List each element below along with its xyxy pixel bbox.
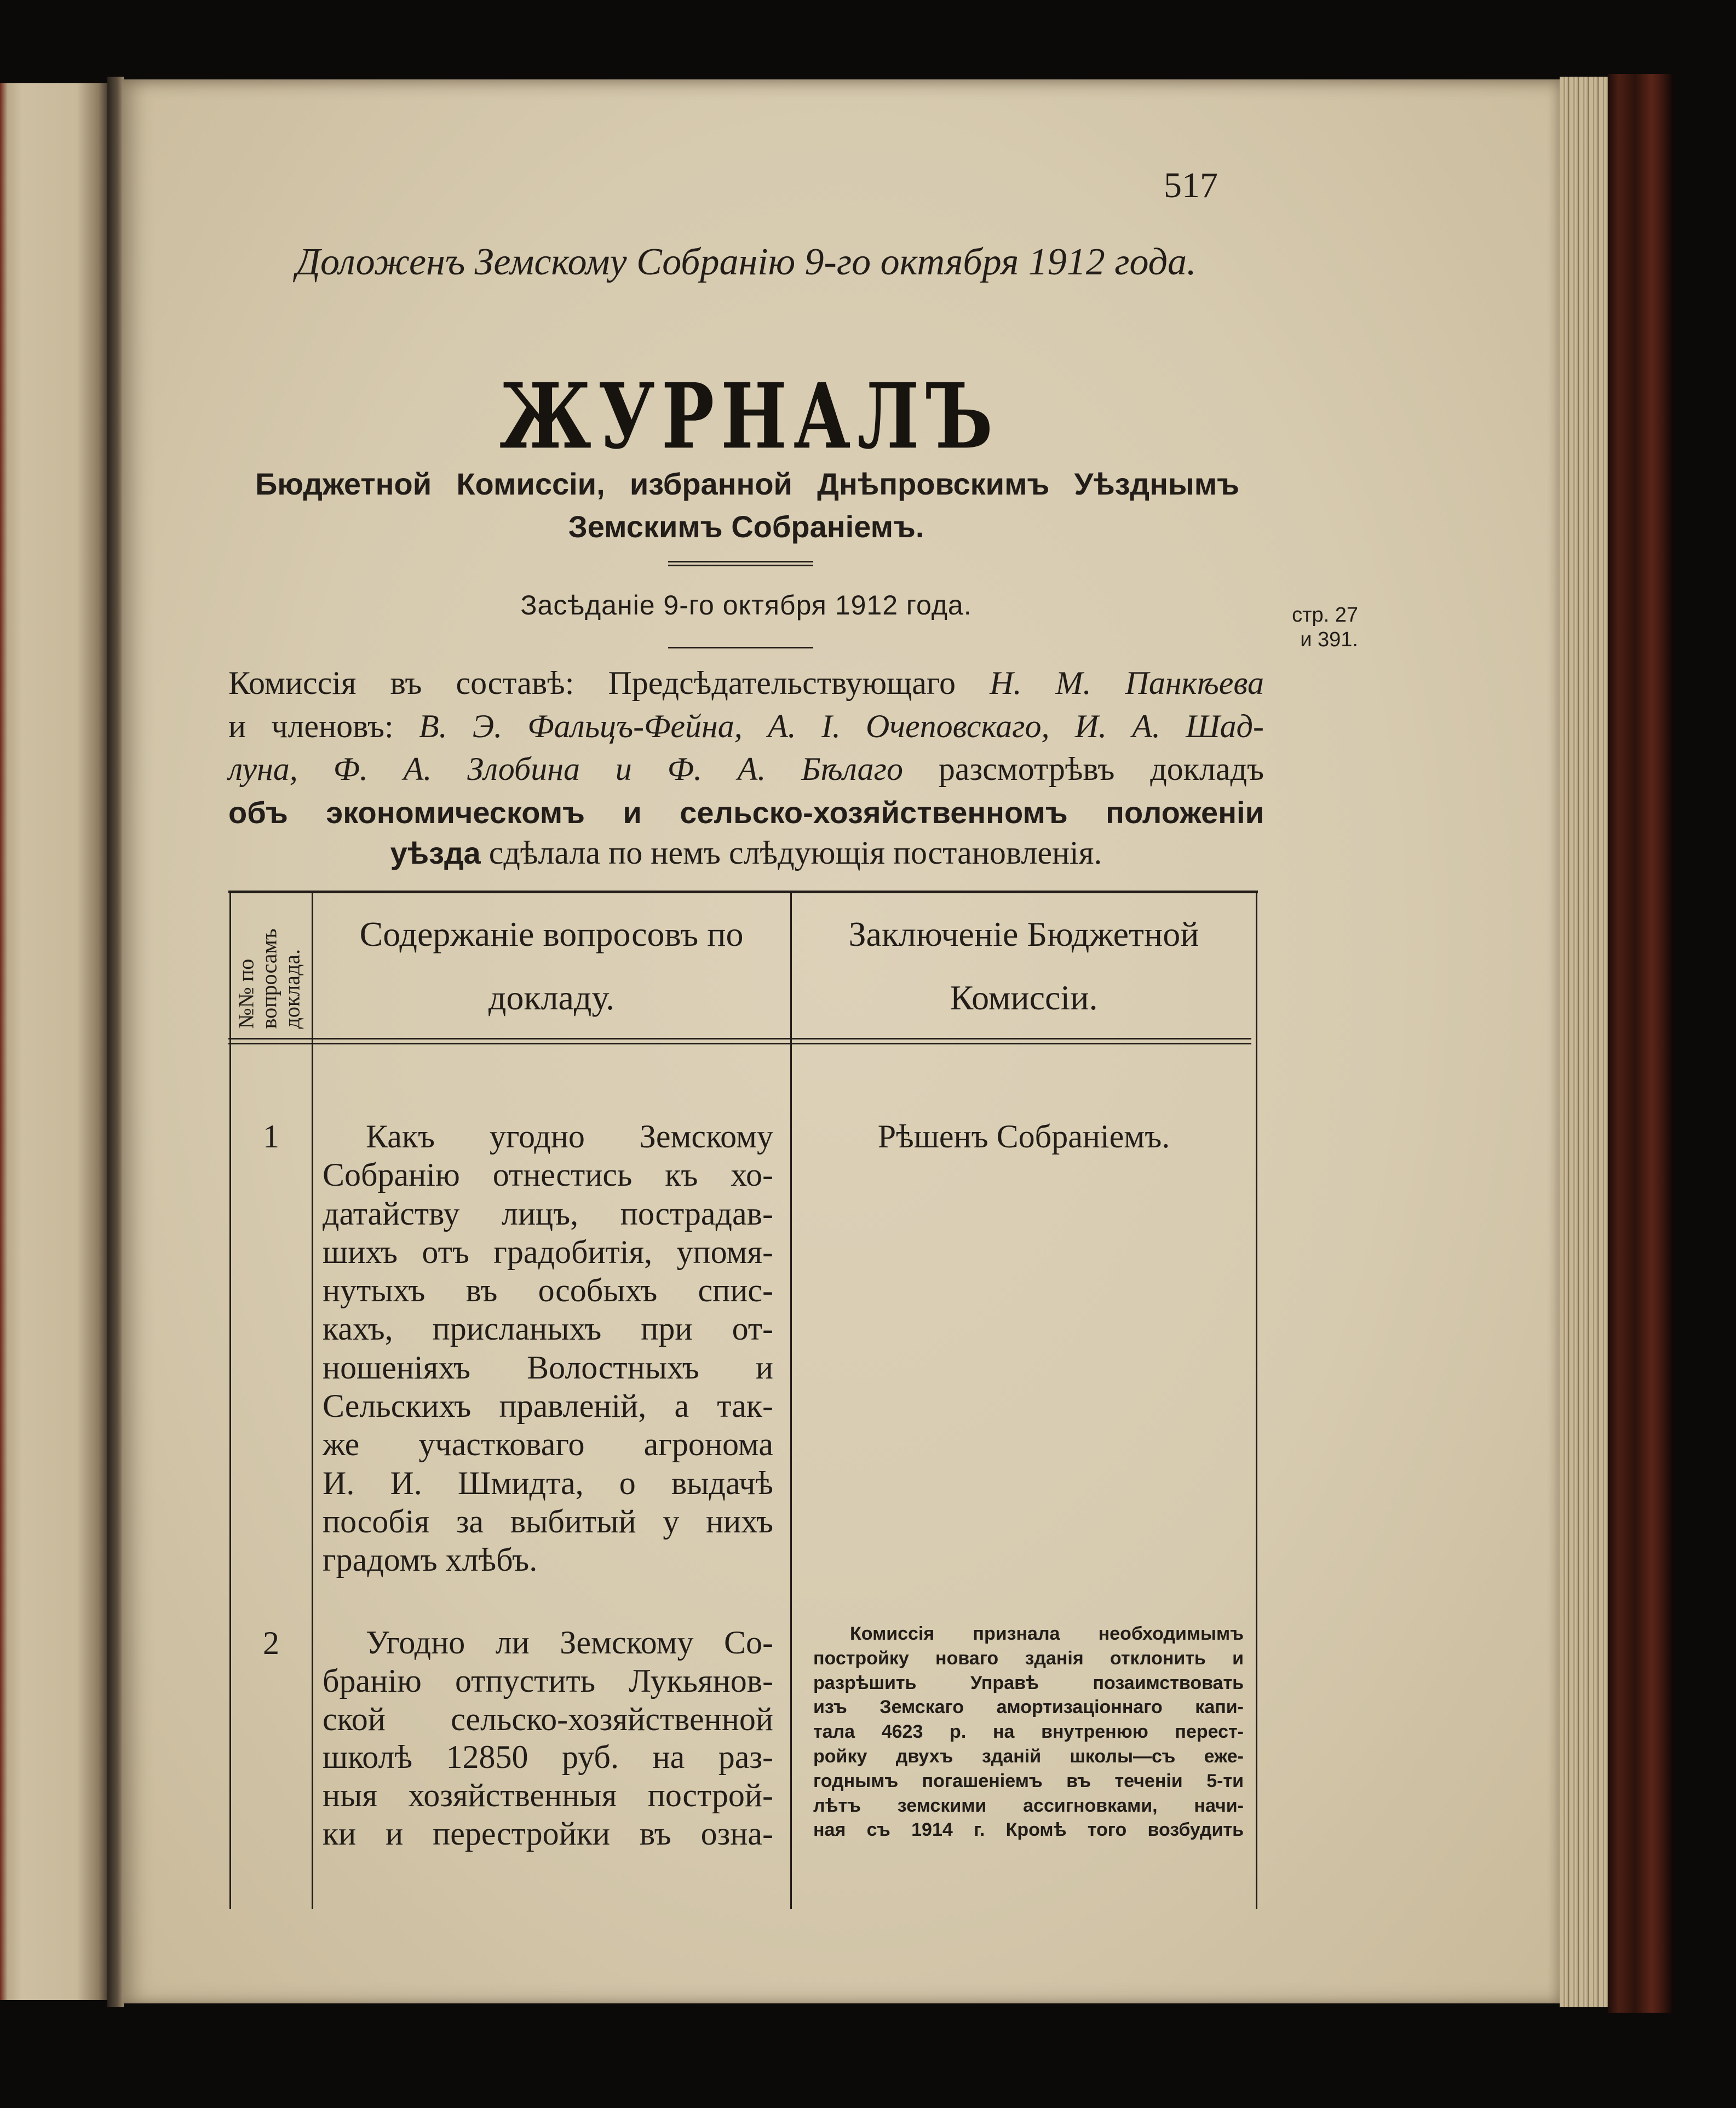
intro-line-1: [228, 662, 1264, 704]
conclusion-line: тала 4623 р. на внутренюю перест-: [813, 1721, 1244, 1743]
intro-name: Н. М. Панкѣева: [990, 665, 1264, 701]
conclusion-line: постройку новаго зданія отклонить и: [813, 1647, 1244, 1669]
presented-note: Доложенъ Земскому Собранію 9-го октября 1912 года.: [296, 241, 1197, 283]
margin-reference-line: стр. 27: [1292, 604, 1358, 627]
question-line: ныя хозяйственныя построй-: [323, 1777, 773, 1814]
row-conclusion: [813, 1622, 1244, 1842]
intro-line-3: [228, 748, 1264, 790]
header-question-line: докладу.: [488, 978, 615, 1017]
question-line: датайству лицъ, пострадав-: [323, 1195, 773, 1232]
row-number: 2: [263, 1625, 279, 1661]
book-cover-edge: [1608, 74, 1672, 2013]
intro-emphasis: уѣзда: [390, 836, 481, 870]
question-line: ношеніяхъ Волостныхъ и: [323, 1349, 773, 1386]
intro-emphasis: объ экономическомъ и сельско-хозяйственномъ положеніи: [228, 795, 1264, 830]
header-question-line: Содержаніе вопросовъ по: [359, 915, 744, 954]
table-right-border: [1256, 892, 1257, 1909]
conclusion-line: годнымъ погашеніемъ въ теченіи 5-ти: [813, 1770, 1244, 1791]
header-conclusion-line: Комиссіи.: [950, 978, 1098, 1017]
table-column-divider: [790, 892, 792, 1909]
document-title: ЖУРНАЛЪ: [499, 364, 999, 469]
question-line: школѣ 12850 руб. на раз-: [323, 1739, 773, 1776]
row-conclusion: [791, 1117, 1257, 1156]
question-line: нутыхъ въ особыхъ спис-: [323, 1272, 773, 1309]
conclusion-line: разрѣшить Управѣ позаимствовать: [813, 1672, 1244, 1693]
header-number-line: №№ по: [233, 958, 258, 1029]
conclusion-line: лѣтъ земскими ассигновками, начи-: [813, 1795, 1244, 1816]
conclusion-line: ройку двухъ зданій школы—съ еже-: [813, 1745, 1244, 1767]
question-line: шихъ отъ градобитія, упомя-: [323, 1233, 773, 1270]
margin-reference-line: и 391.: [1300, 628, 1358, 651]
header-number-column: [235, 906, 304, 1029]
row-number: 1: [263, 1118, 279, 1154]
page-stack-edges: [1560, 77, 1609, 2007]
intro-text: Комиссія въ составѣ: Предсѣдательствующаго: [228, 665, 956, 701]
table-header-rule: [228, 1038, 1251, 1039]
header-number-line: вопросамъ: [256, 928, 281, 1029]
margin-reference: [1271, 603, 1358, 652]
page-number: 517: [1164, 165, 1218, 205]
question-line: кахъ, присланыхъ при от-: [323, 1311, 773, 1347]
subtitle-line-2: Земскимъ Собраніемъ.: [568, 509, 924, 544]
conclusion-line: ная съ 1914 г. Кромѣ того возбудить: [813, 1819, 1244, 1841]
single-rule: [668, 647, 813, 648]
intro-line-2: [228, 705, 1264, 748]
table-left-border: [229, 892, 231, 1909]
intro-text: и членовъ:: [228, 708, 394, 744]
question-line: Какъ угодно Земскому: [366, 1118, 773, 1154]
table-column-divider: [312, 892, 313, 1909]
conclusion-line: Комиссія признала необходимымъ: [850, 1623, 1244, 1644]
question-line: И. И. Шмидта, о выдачѣ: [323, 1464, 773, 1501]
row-question: [323, 1624, 773, 1853]
question-line: Угодно ли Земскому Со-: [366, 1624, 773, 1661]
question-line: градомъ хлѣбъ.: [323, 1542, 538, 1578]
question-line: Сельскихъ правленій, а так-: [323, 1388, 773, 1425]
question-line: же участковаго агронома: [323, 1426, 773, 1463]
intro-text: сдѣлала по немъ слѣдующія постановленія.: [488, 835, 1102, 871]
intro-name: луна, Ф. А. Злобина и Ф. А. Бѣлаго: [228, 751, 903, 787]
header-spacer: [791, 956, 1257, 976]
question-line: пособія за выбитый у нихъ: [323, 1503, 773, 1540]
question-line: бранію отпустить Лукьянов-: [323, 1662, 773, 1699]
table-header-rule: [228, 1043, 1251, 1044]
conclusion-line: Рѣшенъ Собраніемъ.: [877, 1118, 1170, 1154]
intro-text: разсмотрѣвъ докладъ: [938, 751, 1264, 787]
subtitle-line-1: Бюджетной Комиссіи, избранной Днѣпровскимъ Уѣзднымъ: [255, 467, 1239, 501]
header-conclusion-line: Заключеніе Бюджетной: [848, 915, 1199, 954]
header-number-line: доклада.: [279, 949, 304, 1029]
question-line: ской сельско-хозяйственной: [323, 1701, 773, 1737]
double-rule: [668, 561, 813, 566]
question-line: ки и перестройки въ озна-: [323, 1815, 773, 1852]
intro-name: В. Э. Фальцъ-Фейна, А. І. Очеповскаго, И. А. Шад-: [418, 708, 1264, 744]
intro-line-5: [228, 831, 1264, 874]
intro-line-4: [228, 791, 1264, 834]
header-conclusion-column: [791, 912, 1257, 1020]
table-top-rule: [228, 891, 1258, 893]
conclusion-line: изъ Земскаго амортизаціоннаго капи-: [813, 1697, 1244, 1718]
header-question-column: [312, 912, 791, 1020]
previous-page-edge: [0, 83, 110, 2000]
row-question: [323, 1117, 773, 1579]
header-spacer: [312, 956, 791, 976]
session-heading: Засѣданіе 9-го октября 1912 года.: [520, 590, 972, 621]
question-line: Собранію отнестись къ хо-: [323, 1157, 773, 1193]
